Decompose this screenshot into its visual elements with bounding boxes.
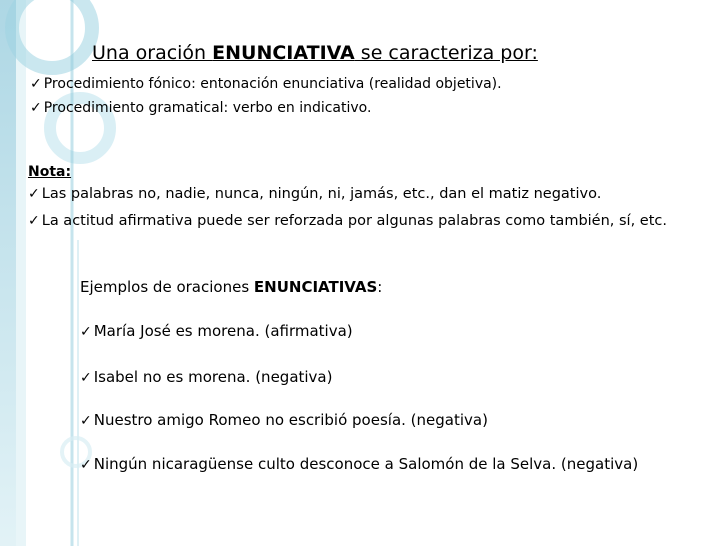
characteristic-item-2: ✓ Procedimiento gramatical: verbo en indicativo. [30, 100, 372, 116]
title-bold: ENUNCIATIVA [212, 42, 355, 64]
note-item-1: ✓ Las palabras no, nadie, nunca, ningún, ni, jamás, etc., dan el matiz negativo. [28, 186, 602, 202]
checkmark-icon: ✓ [28, 186, 40, 202]
example-item-3: ✓ Nuestro amigo Romeo no escribió poesía. (negativa) [80, 411, 488, 429]
checkmark-icon: ✓ [80, 413, 92, 429]
slide-title [92, 42, 538, 64]
note-label: Nota: [28, 164, 72, 180]
note-item-2: ✓ La actitud afirmativa puede ser reforzada por algunas palabras como también, sí, etc. [28, 213, 667, 229]
example-item-2: ✓ Isabel no es morena. (negativa) [80, 368, 333, 386]
checkmark-icon: ✓ [30, 100, 42, 116]
left-accent-band [0, 0, 16, 546]
checkmark-icon: ✓ [80, 370, 92, 386]
left-accent-band-inner [16, 0, 26, 546]
title-prefix: Una oración [92, 42, 213, 64]
examples-heading: Ejemplos de oraciones ENUNCIATIVAS: [80, 278, 383, 296]
checkmark-icon: ✓ [30, 76, 42, 92]
checkmark-icon: ✓ [80, 324, 92, 340]
title-suffix: se caracteriza por: [354, 42, 538, 64]
example-item-4: ✓ Ningún nicaragüense culto desconoce a Salomón de la Selva. (negativa) [80, 455, 639, 473]
checkmark-icon: ✓ [80, 457, 92, 473]
characteristic-item-1: ✓ Procedimiento fónico: entonación enunciativa (realidad objetiva). [30, 76, 502, 92]
checkmark-icon: ✓ [28, 213, 40, 229]
example-item-1: ✓ María José es morena. (afirmativa) [80, 322, 353, 340]
